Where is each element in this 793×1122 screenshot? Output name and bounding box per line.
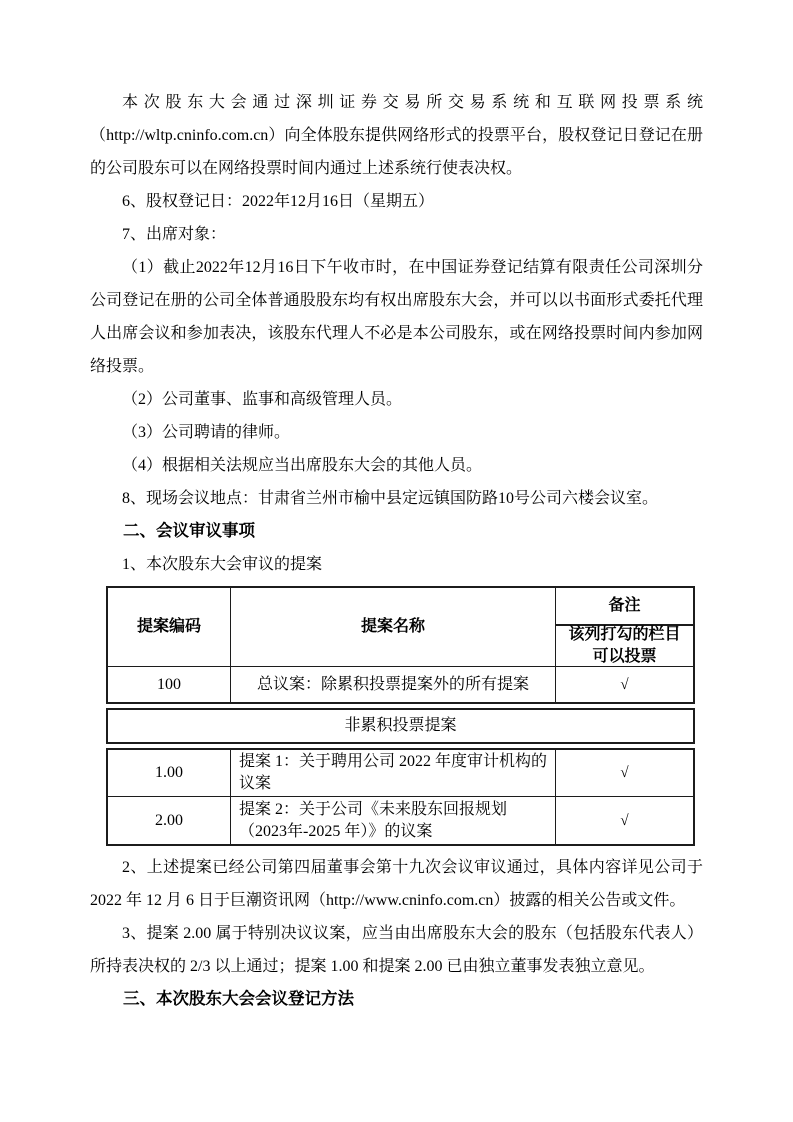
table-header-remark-sub: 该列打勾的栏目可以投票 bbox=[556, 624, 693, 666]
table-header-proposal-name: 提案名称 bbox=[231, 588, 556, 666]
section-heading-2: 二、会议审议事项 bbox=[123, 522, 255, 540]
proposals-table-body-block bbox=[106, 748, 695, 846]
table-cell-name-general-proposal: 总议案：除累积投票提案外的所有提案 bbox=[231, 666, 556, 702]
paragraph-board-approval: 2、上述提案已经公司第四届董事会第十九次会议审议通过，具体内容详见公司于 2022 年 12 月 6 日于巨潮资讯网（http://www.cninfo.com.cn）披露的相关公告或文件。 bbox=[90, 859, 703, 909]
table-cell-name-proposal-2: 提案 2：关于公司《未来股东回报规划（2023年-2025 年）》的议案 bbox=[231, 796, 556, 844]
list-item-7-3: （3）公司聘请的律师。 bbox=[122, 424, 291, 441]
table-cell-check-1-00: √ bbox=[620, 765, 629, 781]
list-item-7-attendees: 7、出席对象： bbox=[122, 226, 227, 243]
paragraph-proposals-intro: 1、本次股东大会审议的提案 bbox=[122, 556, 323, 573]
table-header-remark: 备注 bbox=[608, 597, 641, 614]
proposals-table bbox=[106, 586, 695, 846]
list-item-6-record-date: 6、股权登记日：2022年12月16日（星期五） bbox=[122, 193, 435, 210]
table-cell-check-2-00: √ bbox=[556, 796, 693, 844]
paragraph-special-resolution: 3、提案 2.00 属于特别决议议案，应当由出席股东大会的股东（包括股东代表人）所持表决权的 2/3 以上通过；提案 1.00 和提案 2.00 已由独立董事发表独立意见。 bbox=[90, 925, 703, 975]
table-cell-code-1-00: 1.00 bbox=[108, 750, 231, 796]
list-item-7-4: （4）根据相关法规应当出席股东大会的其他人员。 bbox=[122, 457, 483, 474]
section-heading-3: 三、本次股东大会会议登记方法 bbox=[123, 990, 354, 1008]
table-cell-non-cumulative-label: 非累积投票提案 bbox=[344, 717, 457, 734]
paragraph-network-voting: 本次股东大会通过深圳证券交易所交易系统和互联网投票系统（http://wltp.cninfo.com.cn）向全体股东提供网络形式的投票平台，股权登记日登记在册的公司股东可以在网络投票时间内通过上述系统行使表决权。 bbox=[90, 94, 703, 177]
proposals-table-header-block bbox=[106, 586, 695, 704]
table-cell-code-100: 100 bbox=[108, 666, 231, 702]
table-cell-code-2-00: 2.00 bbox=[108, 796, 231, 844]
list-item-7-2: （2）公司董事、监事和高级管理人员。 bbox=[122, 391, 403, 408]
table-cell-check-100: √ bbox=[556, 666, 693, 702]
list-item-8-venue: 8、现场会议地点：甘肃省兰州市榆中县定远镇国防路10号公司六楼会议室。 bbox=[122, 490, 659, 507]
list-item-7-1: （1）截止2022年12月16日下午收市时，在中国证券登记结算有限责任公司深圳分公司登记在册的公司全体普通股股东均有权出席股东大会，并可以以书面形式委托代理人出席会议和参加表决，该股东代理人不必是本公司股东，或在网络投票时间内参加网络投票。 bbox=[90, 259, 703, 375]
proposals-table-section-label-row bbox=[106, 708, 695, 744]
table-cell-name-proposal-1: 提案 1：关于聘用公司 2022 年度审计机构的议案 bbox=[231, 750, 556, 796]
table-header-proposal-code: 提案编码 bbox=[108, 588, 231, 666]
